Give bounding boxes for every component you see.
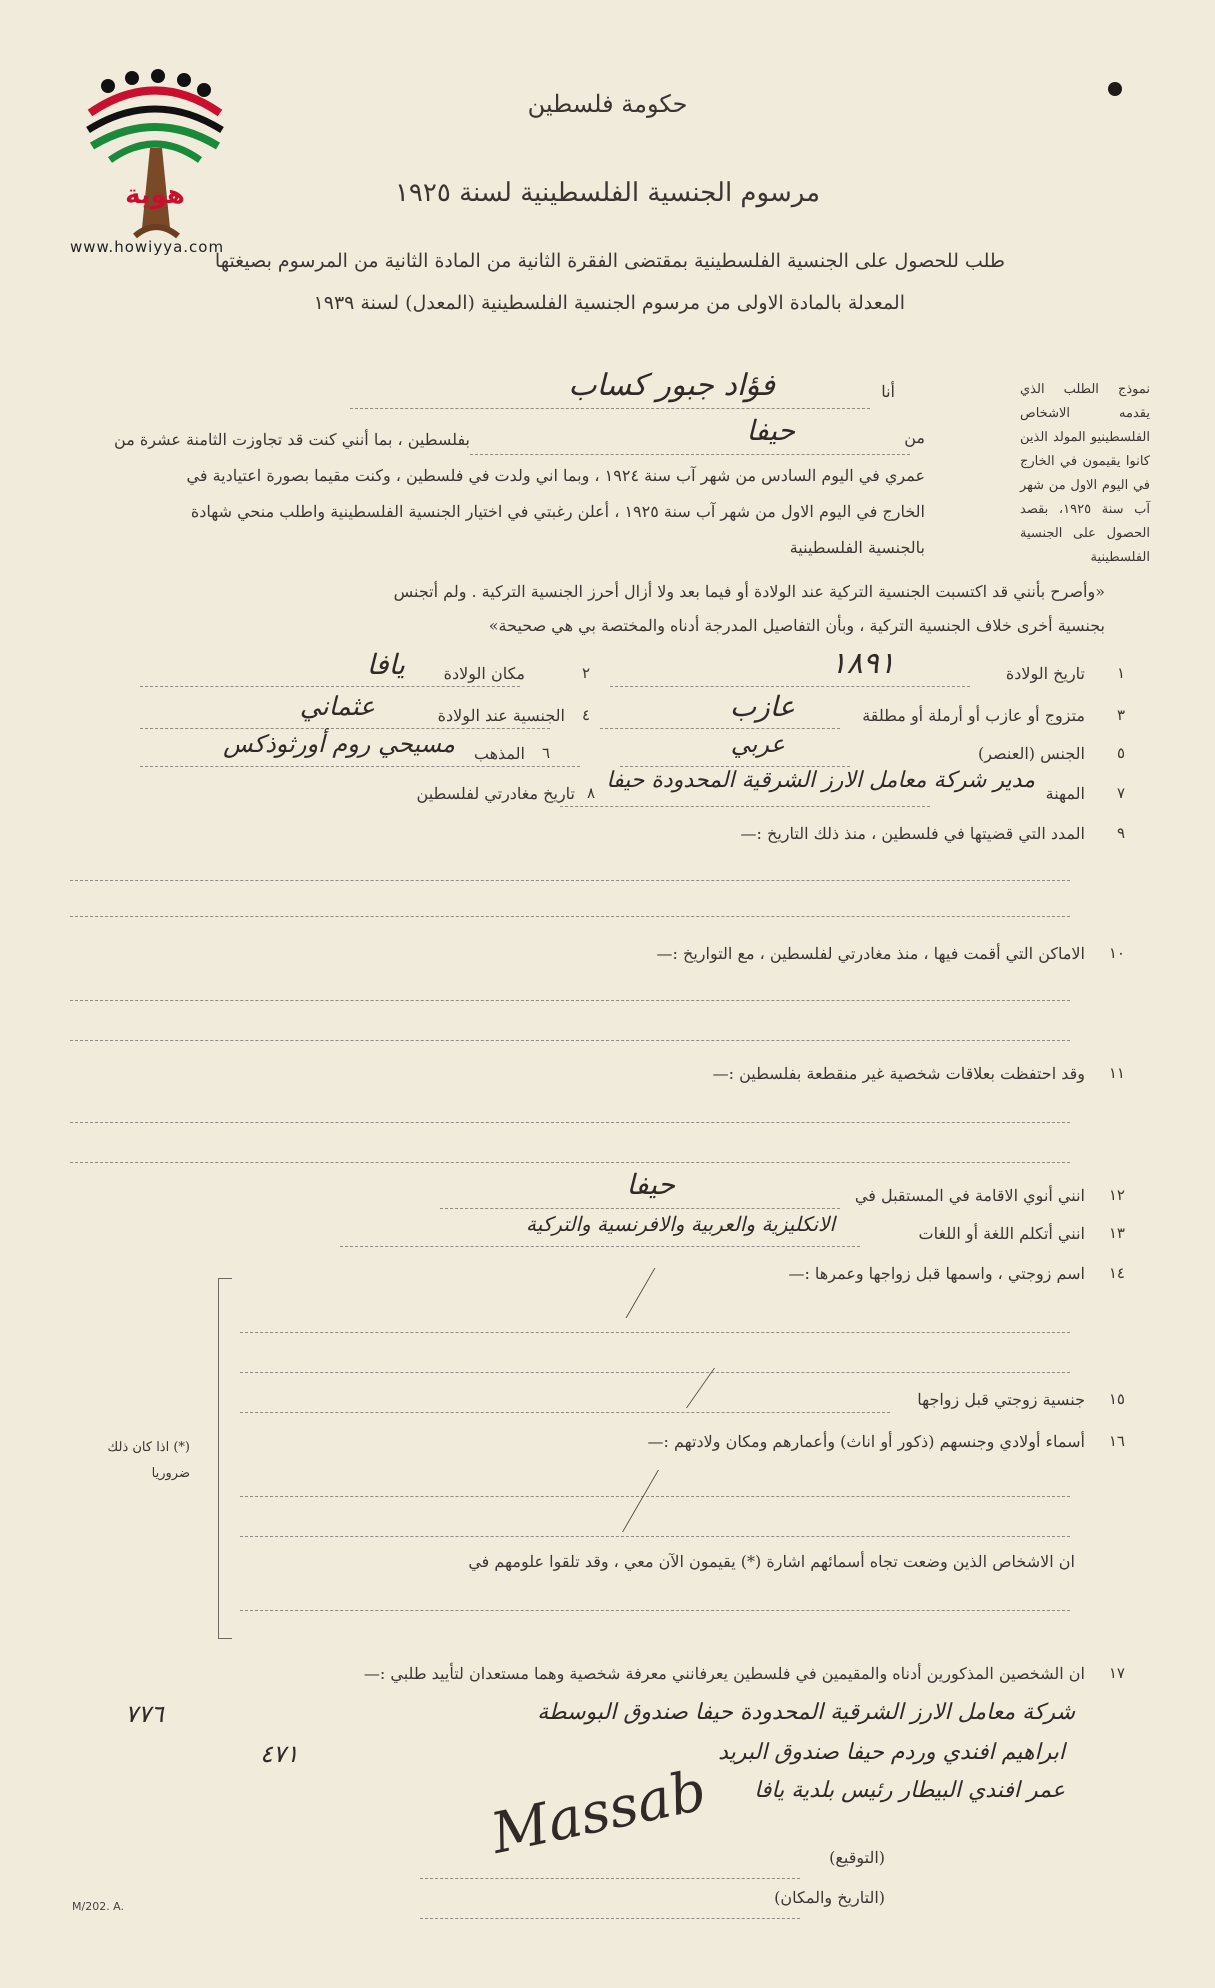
section-bracket <box>218 1278 219 1638</box>
reference-2-text: ابراهيم افندي وردم حيفا صندوق البريد <box>718 1740 1065 1765</box>
field-profession-label: المهنة <box>1045 784 1085 803</box>
declaration-line-4: بالجنسية الفلسطينية <box>789 538 925 557</box>
field-languages-label: انني أتكلم اللغة أو اللغات <box>918 1224 1085 1243</box>
declaration-line-6: بجنسية أخرى خلاف الجنسية التركية ، وبأن التفاصيل المدرجة أدناه والمختصة بي هي صحيحة» <box>488 616 1105 635</box>
field-future-residence-label: انني أنوي الاقامة في المستقبل في <box>854 1186 1085 1205</box>
field-places-label: الاماكن التي أقمت فيها ، منذ مغادرتي لفلسطين ، مع التواريخ :— <box>656 944 1085 963</box>
signature: Massab <box>485 1758 712 1867</box>
field-future-residence-value: حيفا <box>626 1168 675 1201</box>
asterisk-note: ان الاشخاص الذين وضعت تجاه أسمائهم اشارة (*) يقيمون الآن معي ، وقد تلقوا علومهم في <box>468 1552 1075 1571</box>
reference-1-text: شركة معامل الارز الشرقية المحدودة حيفا صندوق البوسطة <box>537 1700 1075 1725</box>
reference-1-number: ٧٧٦ <box>125 1700 164 1728</box>
field-children-label: أسماء أولادي وجنسهم (ذكور أو اناث) وأعمارهم ومكان ولادتهم :— <box>647 1432 1085 1451</box>
note-star: (*) اذا كان ذلك ضروريا <box>107 1440 190 1481</box>
sidebar-note: نموذج الطلب الذي يقدمه الاشخاص الفلسطينيو المولد الذين كانوا يقيمون في الخارج في اليوم الاول من شهر آب سنة ١٩٢٥، بقصد الحصول على الجنسية الفلسطينية <box>1020 382 1150 565</box>
form-code: M/202. A. <box>72 1900 125 1913</box>
field-race-label: الجنس (العنصر) <box>977 744 1085 763</box>
applicant-name: فؤاد جبور كساب <box>568 368 775 403</box>
field-nationality-value: عثماني <box>299 692 375 722</box>
declaration-min: من <box>904 428 925 447</box>
field-religion-label: المذهب <box>473 744 525 763</box>
declaration-line-1: بفلسطين ، بما أنني كنت قد تجاوزت الثامنة عشرة من <box>114 430 470 449</box>
signature-label: (التوقيع) <box>829 1848 885 1867</box>
field-wife-label: اسم زوجتي ، واسمها قبل زواجها وعمرها :— <box>788 1264 1085 1283</box>
field-languages-value: الانكليزية والعربية والافرنسية والتركية <box>526 1212 835 1236</box>
declaration-ana: أنا <box>881 382 895 401</box>
field-references-label: ان الشخصين المذكورين أدناه والمقيمين في فلسطين يعرفانني معرفة شخصية وهما مستعدان لتأييد طلبي :— <box>363 1664 1085 1683</box>
reference-2-number: ٤٧١ <box>260 1740 299 1768</box>
declaration-line-2: عمري في اليوم السادس من شهر آب سنة ١٩٢٤ ، وبما اني ولدت في فلسطين ، وكنت مقيما بصورة اعتيادية في <box>186 466 925 485</box>
government-title: حكومة فلسطين <box>527 90 688 118</box>
declaration-line-3: الخارج في اليوم الاول من شهر آب سنة ١٩٢٥ ، أعلن رغبتي في اختيار الجنسية الفلسطينية واطلب منحي شهادة <box>190 502 925 521</box>
logo-text: هوية <box>125 180 185 210</box>
field-birth-date-value: ١٨٩١ <box>830 646 895 681</box>
application-line-2: المعدلة بالمادة الاولى من مرسوم الجنسية الفلسطينية (المعدل) لسنة ١٩٣٩ <box>313 292 905 314</box>
origin-city: حيفا <box>746 414 795 447</box>
field-nationality-label: الجنسية عند الولادة <box>437 706 565 725</box>
field-marital-label: متزوج أو عازب أو أرملة أو مطلقة <box>862 706 1085 725</box>
field-periods-label: المدد التي قضيتها في فلسطين ، منذ ذلك التاريخ :— <box>740 824 1085 843</box>
watermark-site: www.howiyya.com <box>70 238 225 256</box>
declaration-line-5: «وأصرح بأنني قد اكتسبت الجنسية التركية عند الولادة أو فيما بعد ولا أزال أحرز الجنسية التركية . ولم أتجنس <box>393 582 1105 601</box>
field-marital-value: عازب <box>729 690 795 723</box>
reference-3-text: عمر افندي البيطار رئيس بلدية يافا <box>754 1778 1065 1803</box>
field-birth-date-label: تاريخ الولادة <box>1005 664 1085 683</box>
field-birth-place-value: يافا <box>366 648 405 681</box>
date-place-label: (التاريخ والمكان) <box>774 1888 885 1907</box>
application-line-1: طلب للحصول على الجنسية الفلسطينية بمقتضى الفقرة الثانية من المادة الثانية من المرسوم بصيغتها <box>214 250 1005 272</box>
dash-mark <box>626 1268 696 1318</box>
decree-title: مرسوم الجنسية الفلسطينية لسنة ١٩٢٥ <box>394 178 821 208</box>
field-profession-value: مدير شركة معامل الارز الشرقية المحدودة حيفا <box>606 768 1035 793</box>
field-birth-place-label: مكان الولادة <box>443 664 525 683</box>
field-relations-label: وقد احتفظت بعلاقات شخصية غير منقطعة بفلسطين :— <box>712 1064 1085 1083</box>
field-race-value: عربي <box>730 730 785 758</box>
field-wife-nationality-label: جنسية زوجتي قبل زواجها <box>917 1390 1085 1409</box>
field-departure-label: تاريخ مغادرتي لفلسطين <box>416 784 575 803</box>
field-religion-value: مسيحي روم أورثوذكس <box>223 730 455 758</box>
